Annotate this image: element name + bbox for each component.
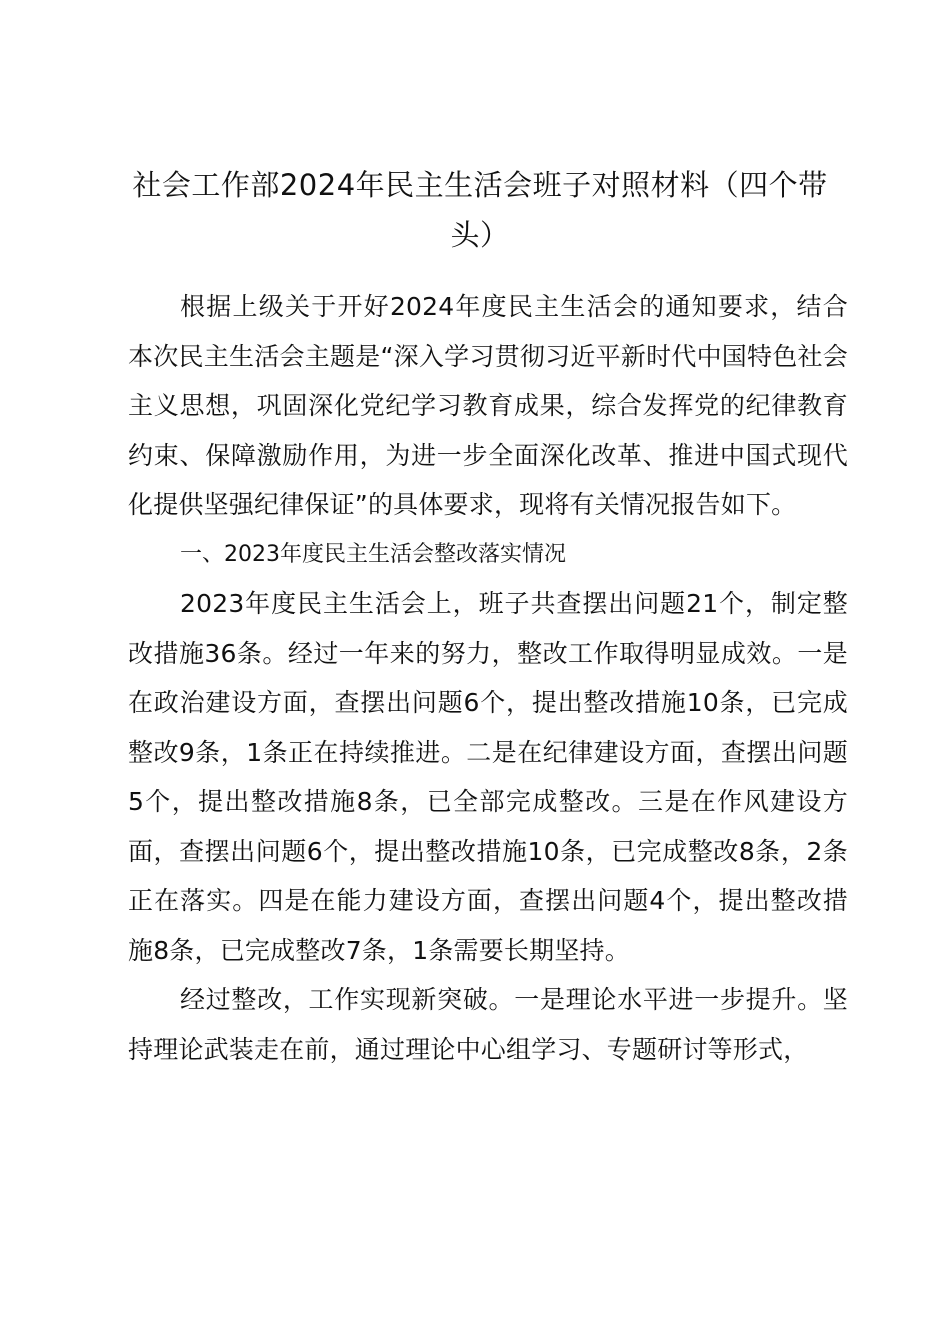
intro-paragraph: 根据上级关于开好2024年度民主生活会的通知要求，结合本次民主生活会主题是“深入学习贯彻习近平新时代中国特色社会主义思想，巩固深化党纪学习教育成果，综合发挥党的纪律教育约束、保障激励作用，为进一步全面深化改革、推进中国式现代化提供坚强纪律保证”的具体要求，现将有关情况报告如下。 (128, 292, 848, 519)
document-title: 社会工作部2024年民主生活会班子对照材料（四个带头） (132, 168, 828, 252)
document-body (128, 282, 848, 1074)
section-heading-1: 一、2023年度民主生活会整改落实情况 (180, 541, 566, 567)
rectification-paragraph: 2023年度民主生活会上，班子共查摆出问题21个，制定整改措施36条。经过一年来的努力，整改工作取得明显成效。一是在政治建设方面，查摆出问题6个，提出整改措施10条，已完成整改9条，1条正在持续推进。二是在纪律建设方面，查摆出问题5个，提出整改措施8条，已全部完成整改。三是在作风建设方面，查摆出问题6个，提出整改措施10条，已完成整改8条，2条正在落实。四是在能力建设方面，查摆出问题4个，提出整改措施8条，已完成整改7条，1条需要长期坚持。 (128, 589, 848, 965)
achievements-paragraph: 经过整改，工作实现新突破。一是理论水平进一步提升。坚持理论武装走在前，通过理论中心组学习、专题研讨等形式， (128, 985, 848, 1064)
